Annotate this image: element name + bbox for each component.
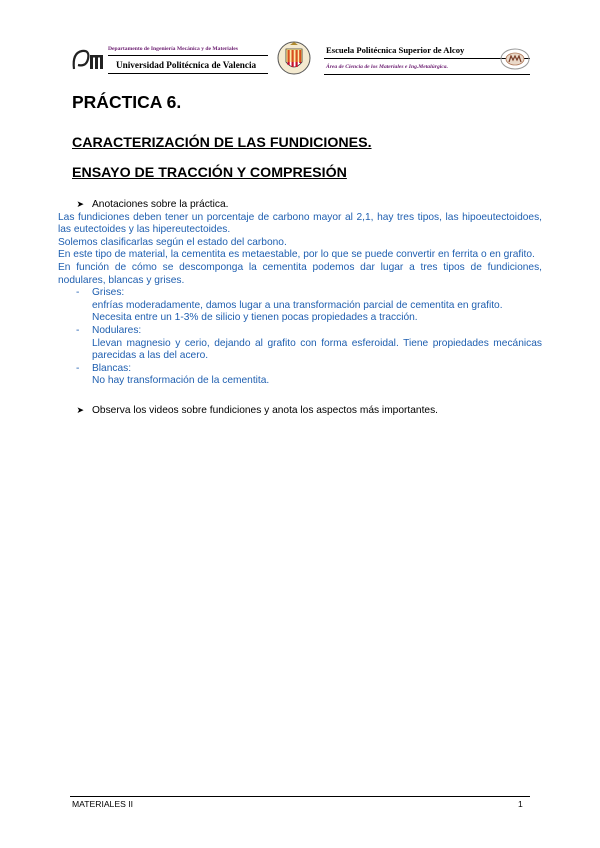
dash-bullet: - bbox=[76, 362, 80, 374]
upv-logo-icon bbox=[70, 45, 106, 73]
cast-iron-type-grises bbox=[58, 287, 542, 325]
paragraph: En este tipo de material, la cementita es metaestable, por lo que se puede convertir en ferrita o en grafito. bbox=[58, 249, 535, 261]
practice-title: PRÁCTICA 6. bbox=[72, 92, 182, 112]
type-description: Necesita entre un 1-3% de silicio y tienen pocas propiedades a tracción. bbox=[92, 312, 418, 324]
page-number: 1 bbox=[518, 799, 523, 809]
dash-bullet: - bbox=[76, 324, 80, 336]
header-divider bbox=[324, 74, 530, 75]
area-name: Área de Ciencia de los Materiales e Ing.Metalúrgica. bbox=[326, 64, 448, 70]
paragraph: Las fundiciones deben tener un porcentaje de carbono mayor al 2,1, hay tres tipos, las hipoeutectoidoes, las eutectoides y las hipereutectoides. bbox=[58, 211, 542, 236]
type-name: Blancas: bbox=[92, 362, 132, 374]
videos-instruction: Observa los videos sobre fundiciones y anota los aspectos más importantes. bbox=[92, 404, 438, 416]
header-divider bbox=[108, 73, 268, 74]
arrow-bullet-icon: ➤ bbox=[76, 404, 84, 415]
paragraph: En función de cómo se descomponga la cementita podemos dar lugar a tres tipos de fundiciones, nodulares, blancas y grises. bbox=[58, 261, 542, 286]
footer-course: MATERIALES II bbox=[72, 799, 133, 809]
notes-heading-row bbox=[58, 198, 542, 212]
practice-subtitle-test: ENSAYO DE TRACCIÓN Y COMPRESIÓN bbox=[72, 165, 347, 181]
document-body bbox=[58, 198, 542, 418]
school-name: Escuela Politécnica Superior de Alcoy bbox=[326, 45, 465, 55]
type-name: Grises: bbox=[92, 287, 125, 299]
materials-area-logo-icon bbox=[500, 47, 530, 71]
page-header bbox=[70, 40, 530, 80]
school-crest-icon bbox=[276, 40, 312, 78]
cast-iron-type-nodulares bbox=[58, 325, 542, 363]
paragraph: Solemos clasificarlas según el estado del carbono. bbox=[58, 236, 287, 248]
videos-instruction-row bbox=[58, 404, 542, 418]
type-description: Llevan magnesio y cerio, dejando al grafito con forma esferoidal. Tiene propiedades mecánicas parecidas a las del acero. bbox=[92, 337, 542, 362]
university-name: Universidad Politécnica de Valencia bbox=[116, 60, 257, 70]
type-description: No hay transformación de la cementita. bbox=[92, 375, 270, 387]
footer-divider bbox=[70, 796, 530, 797]
header-divider bbox=[108, 55, 268, 56]
arrow-bullet-icon: ➤ bbox=[76, 199, 84, 209]
dash-bullet: - bbox=[76, 287, 80, 299]
practice-subtitle: CARACTERIZACIÓN DE LAS FUNDICIONES. bbox=[72, 135, 372, 151]
cast-iron-type-blancas bbox=[58, 363, 542, 388]
type-description: enfrías moderadamente, damos lugar a una transformación parcial de cementita en grafito. bbox=[92, 299, 503, 311]
notes-heading: Anotaciones sobre la práctica. bbox=[92, 199, 229, 210]
type-name: Nodulares: bbox=[92, 324, 142, 336]
department-name: Departamento de Ingeniería Mecánica y de Materiales bbox=[108, 46, 238, 52]
